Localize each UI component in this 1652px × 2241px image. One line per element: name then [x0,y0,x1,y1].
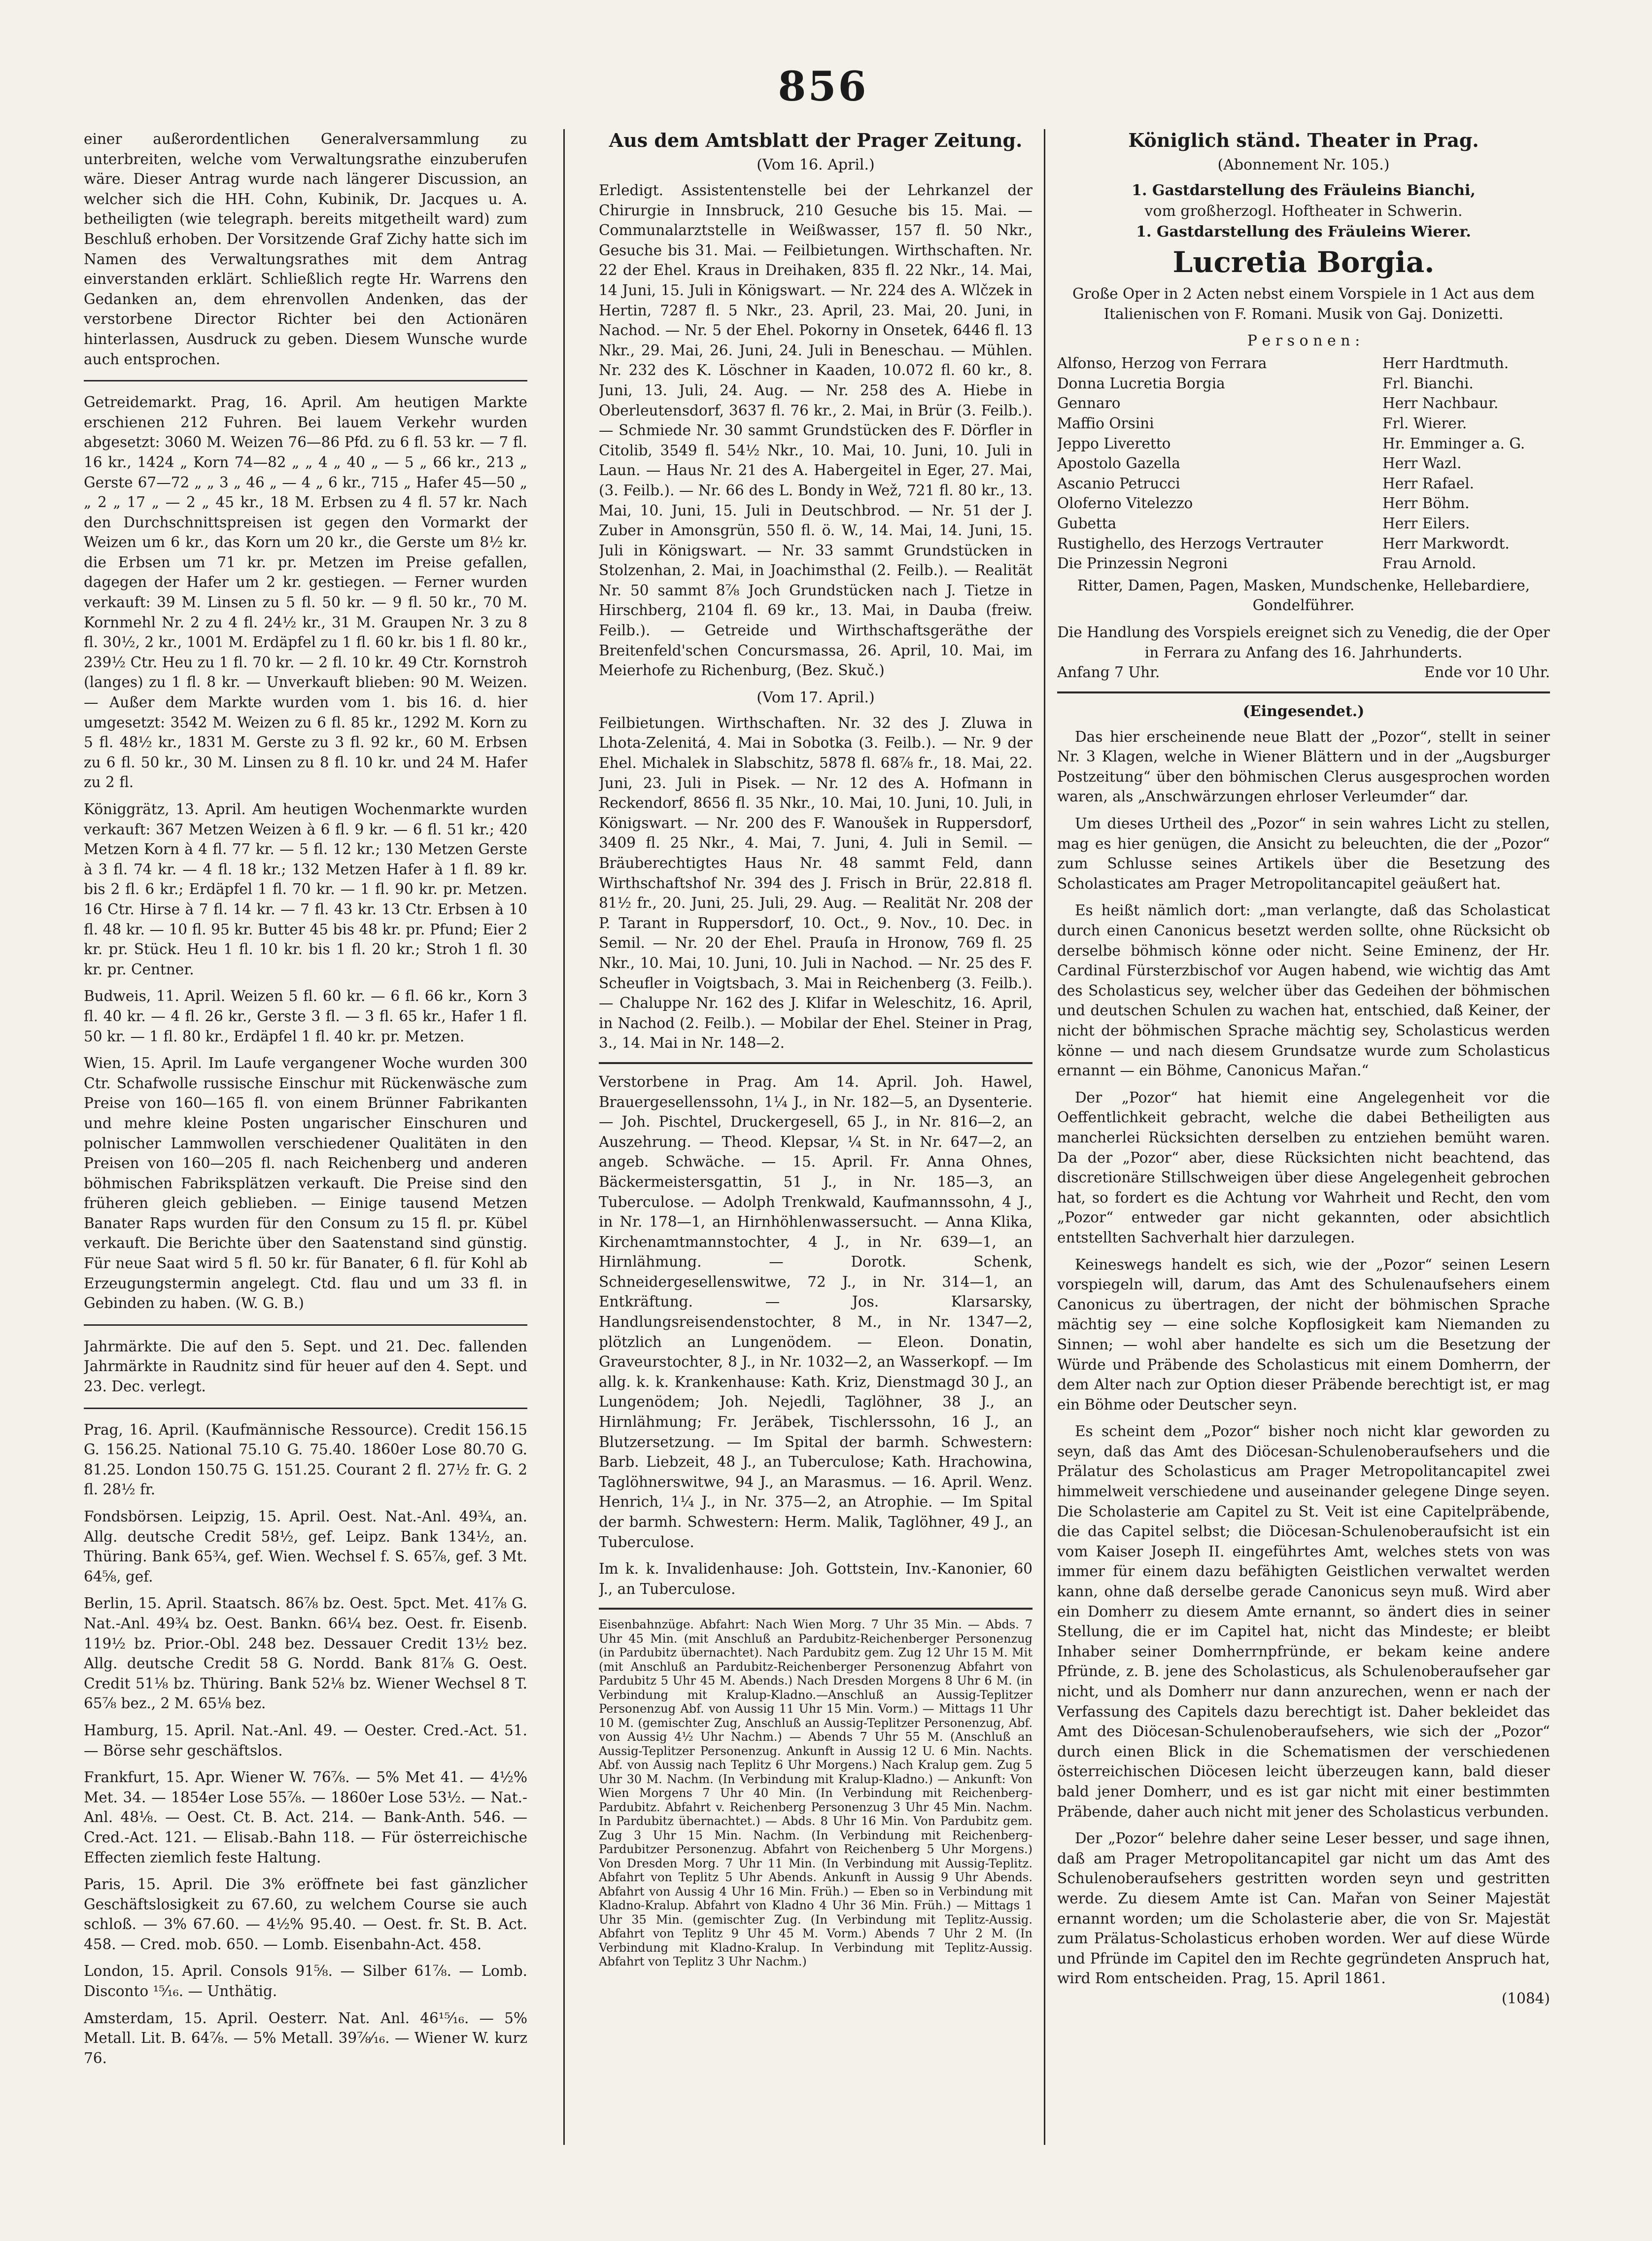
cast-role: Alfonso, Herzog von Ferrara [1057,355,1267,372]
eingesendet-paragraph: Es heißt nämlich dort: „man verlangte, daß das Scholasticat durch einen Canonicus besetzt werden sollte, ohne Rücksicht ob derselbe böhmisch könne oder nicht. Seine Eminenz, der Hr. Cardinal Fürsterzbischof vor Augen habend, wie wichtig das Amt des Scholasticus sey, welcher über das Gedeihen der böhmischen und deutschen Schulen zu wachen hat, entschied, daß Keiner, der nicht der böhmischen Sprache mächtig sey, Scholasticus werden könne — und nach diesem Grundsatze wurde zum Scholasticus ernannt — ein Böhme, Canonicus Mařan.“ [1057,902,1550,1079]
cast-actor: Frl. Wierer. [1382,414,1467,432]
cast-actor: Frau Arnold. [1382,555,1477,572]
cast-role: Gennaro [1057,395,1121,412]
divider [1057,691,1550,693]
paragraph-generalversammlung: einer außerordentlichen Generalversammlung zu unterbreiten, welche vom Verwaltungsrathe einzuberufen wäre. Dieser Antrag wurde nach längerer Discussion, an welcher sich die HH. Cohn, Kubinik, Dr. Jacques u. A. betheiligten (wie telegraph. bereits mitgetheilt ward) zum Beschluß erhoben. Der Vorsitzende Graf Zichy hatte sich im Namen des Verwaltungsrathes mit dem Antrag einverstanden erklärt. Schließlich regte Hr. Warrens den Gedanken an, dem ehrenvollen Andenken, das der verstorbene Director Richter bei den Actionären hinterlassen, Ausdruck zu geben. Diesem Wunsche wurde auch entsprochen. [84,131,527,368]
cast-row [1057,534,1550,554]
eingesendet-paragraph: Der „Pozor“ hat hiemit eine Angelegenheit vor die Oeffentlichkeit gebracht, welche die dabei Betheiligten aus mancherlei Rücksichten derselben zu entziehen bemüht waren. Da der „Pozor“ aber, diese Rücksichten nicht beachtend, das discretionäre Stillschweigen über diese Angelegenheit gebrochen hat, so fordert es die Achtung vor Wahrheit und Recht, den vom „Pozor“ entweder gar nicht gekannten, oder absichtlich entstellten Sachverhalt hier darzulegen. [1057,1089,1550,1246]
column-separator [563,129,565,2145]
paragraph-frankfurt: Frankfurt, 15. Apr. Wiener W. 76⅞. — 5% Met 41. — 4½% Met. 34. — 1854er Lose 55⅞. — 1860er Lose 53½. — Nat.-Anl. 48⅛. — Oest. Ct. B. Act. 214. — Bank-Anth. 546. — Cred.-Act. 121. — Elisab.-Bahn 118. — Für österreichische Effecten ziemlich feste Haltung. [84,1769,527,1866]
paragraph-wien-wolle: Wien, 15. April. Im Laufe vergangener Woche wurden 300 Ctr. Schafwolle russische Einschur mit Rückenwäsche zum Preise von 160—165 fl. von einem Brünner Fabrikanten und mehre kleine Posten ungarischer Einschuren und polnischer Lammwollen verschiedener Qualitäten in den Preisen von 160—205 fl. nach Reichenberg und anderen böhmischen Fabriksplätzen verkauft. Die Preise sind den früheren gleich geblieben. — Einige tausend Metzen Banater Raps wurden für den Consum zu 15 fl. pr. Kübel verkauft. Die Berichte über den Saatenstand sind günstig. Für neue Saat wird 5 fl. 50 kr. für Banater, 6 fl. für Kohl ab Erzeugungstermin angelegt. Ctd. flau und um 33 fl. in Gebinden zu haben. (W. G. B.) [84,1055,527,1312]
cast-row [1057,453,1550,474]
paragraph-verstorbene: Verstorbene in Prag. Am 14. April. Joh. Hawel, Brauergesellenssohn, 1¼ J., in Nr. 182—5, an Dysenterie. — Joh. Pischtel, Druckergesell, 65 J., in Nr. 816—2, an Auszehrung. — Theod. Klepsar, ¼ St. in Nr. 647—2, an angeb. Schwäche. — 15. April. Fr. Anna Ohnes, Bäckermeistersgattin, 51 J., in Nr. 185—3, an Tuberculose. — Adolph Trenkwald, Kaufmannssohn, 4 J., in Nr. 178—1, an Hirnhöhlenwassersucht. — Anna Klika, Kirchenamtmannstochter, 4 J., in Nr. 639—1, an Hirnlähmung. — Dorotk. Schenk, Schneidergesellenswitwe, 72 J., in Nr. 314—1, an Entkräftung. — Jos. Klarsarsky, Handlungsreisendenstochter, 8 M., in Nr. 1347—2, plötzlich an Lungenödem. — Eleon. Donatin, Graveurstochter, 8 J., in Nr. 1032—2, an Wasserkopf. — Im allg. k. k. Krankenhause: Kath. Kriz, Dienstmagd 30 J., an Lungenödem; Joh. Nejedli, Taglöhner, 38 J., an Hirnlähmung; Fr. Jeräbek, Tischlerssohn, 16 J., an Blutzersetzung. — Im Spital der barmh. Schwestern: Barb. Liebzeit, 48 J., an Tuberculose; Kath. Hrachowina, Taglöhnerswitwe, 94 J., an Marasmus. — 16. April. Wenz. Henrich, 1¼ J., in Nr. 375—2, an Atrophie. — Im Spital der barmh. Schwestern: Herm. Malik, Taglöhner, 49 J., an Tuberculose. [599,1073,1032,1551]
cast-row [1057,474,1550,494]
reference-number: (1084) [1501,1990,1550,2007]
column-left [84,129,527,2155]
paragraph-prag-ressource: Prag, 16. April. (Kaufmännische Ressource). Credit 156.15 G. 156.25. National 75.10 G. 75.40. 1860er Lose 80.70 G. 81.25. London 150.75 G. 151.25. Courant 2 fl. 27½ fr. G. 2 fl. 28½ fr. [84,1421,527,1498]
play-description: Große Oper in 2 Acten nebst einem Vorspiele in 1 Act aus dem Italienischen von F. Romani. Musik von Gaj. Donizetti. [1072,285,1535,322]
page-number: 856 [778,63,868,110]
cast-role: Die Prinzessin Negroni [1057,555,1228,572]
theater-title: Königlich ständ. Theater in Prag. [1128,129,1479,151]
anfang: Anfang 7 Uhr. [1057,664,1160,681]
performance-times [1057,662,1550,683]
paragraph-london: London, 15. April. Consols 91⅝. — Silber 61⅞. — Lomb. Disconto ¹⁵⁄₁₆. — Unthätig. [84,1963,527,2000]
amtsblatt-date-16: (Vom 16. April.) [757,156,875,173]
eingesendet-paragraph: Das hier erscheinende neue Blatt der „Pozor“, stellt in seiner Nr. 3 Klagen, welche in Wiener Blättern und in der „Augsburger Postzeitung“ über den böhmischen Clerus ausgesprochen worden waren, als „Anschwärzungen ehrloser Verleumder“ dar. [1057,728,1550,805]
handlung: Die Handlung des Vorspiels ereignet sich zu Venedig, die der Oper in Ferrara zu Anfang des 16. Jahrhunderts. [1057,623,1550,661]
paragraph-eisenbahnzuege: Eisenbahnzüge. Abfahrt: Nach Wien Morg. 7 Uhr 35 Min. — Abds. 7 Uhr 45 Min. (mit Anschluß an Pardubitz-Reichenberger Personenzug (in Pardubitz übernachtet). Nach Pardubitz gem. Zug 12 Uhr 15 M. Mit (mit Anschluß an Pardubitz-Reichenberger Personenzug Abfahrt von Pardubitz 5 Uhr 45 M. Abends.) Nach Dresden Morgens 8 Uhr 6 M. (in Verbindung mit Kralup-Kladno.—Anschluß an Aussig-Teplitzer Personenzug Abf. von Aussig 11 Uhr 15 Min. Vorm.) — Mittags 11 Uhr 10 M. (gemischter Zug, Anschluß an Aussig-Teplitzer Personenzug, Abf. von Aussig 4½ Uhr Nachm.) — Abends 7 Uhr 55 M. (Anschluß an Aussig-Teplitzer Personenzug. Ankunft in Aussig 12 U. 6 Min. Nachts. Abf. von Aussig nach Teplitz 6 Uhr Morgens.) Nach Kralup gem. Zug 5 Uhr 30 M. Nachm. (In Verbindung mit Kralup-Kladno.) — Ankunft: Von Wien Morgens 7 Uhr 40 Min. (In Verbindung mit Reichenberg-Pardubitz. Abfahrt v. Reichenberg Personenzug 3 Uhr 45 Min. Nachm. In Pardubitz übernachtet.) — Abds. 8 Uhr 16 Min. Von Pardubitz gem. Zug 3 Uhr 15 Min. Nachm. (In Verbindung mit Reichenberg-Pardubitzer Personenzug. Abfahrt von Reichenberg 5 Uhr Morgens.) Von Dresden Morg. 7 Uhr 11 Min. (In Verbindung mit Aussig-Teplitz. Abfahrt von Teplitz 5 Uhr Abends. Ankunft in Aussig 9 Uhr Abends. Abfahrt von Aussig 4 Uhr 16 Min. Früh.) — Eben so in Verbindung mit Kladno-Kralup. Abfahrt von Kladno 4 Uhr 36 Min. Früh.) — Mittags 1 Uhr 35 Min. (gemischter Zug. (In Verbindung mit Teplitz-Aussig. Abfahrt von Teplitz 9 Uhr 45 M. Vorm.) Abends 7 Uhr 2 M. (In Verbindung mit Kladno-Kralup. In Verbindung mit Teplitz-Aussig. Abfahrt von Teplitz 3 Uhr Nachm.) [599,1618,1032,1969]
eingesendet-paragraph: Um dieses Urtheil des „Pozor“ in sein wahres Licht zu stellen, mag es hier genügen, die Ansicht zu beleuchten, die der „Pozor“ zum Schlusse seines Artikels über die Besetzung des Scholasticates am Prager Metropolitancapitel geäußert hat. [1057,815,1550,892]
ende: Ende vor 10 Uhr. [1424,664,1550,681]
paragraph-paris: Paris, 15. April. Die 3% eröffnete bei fast gänzlicher Geschäftslosigkeit zu 67.60, zu welchem Course sie auch schloß. — 3% 67.60. — 4½% 95.40. — Oest. fr. St. B. Act. 458. — Cred. mob. 650. — Lomb. Eisenbahn-Act. 458. [84,1876,527,1953]
cast-role: Apostolo Gazella [1057,455,1180,472]
cast-role: Donna Lucretia Borgia [1057,375,1225,392]
divider [84,1324,527,1326]
eingesendet-paragraph: Keineswegs handelt es sich, wie der „Pozor“ seinen Lesern vorspiegeln will, darum, das Amt des Schulenaufsehers einem Canonicus zu übertragen, der nicht der böhmischen Sprache mächtig sey — eine solche Kopflosigkeit kam Niemanden zu Sinnen; — wohl aber handelte es sich um die Besetzung der Würde und Präbende des Scholasticus mit einem Domherrn, der dem Alter nach zur Option dieser Präbende berechtigt ist, er mag ein Böhme oder Deutscher seyn. [1057,1256,1550,1413]
cast-actor: Herr Markwordt. [1382,535,1510,552]
paragraph-amsterdam: Amsterdam, 15. April. Oesterr. Nat. Anl. 46¹⁵⁄₁₆. — 5% Metall. Lit. B. 64⅞. — 5% Metall. 39⅞⁄₁₆. — Wiener W. kurz 76. [84,2009,527,2067]
cast-role: Maffio Orsini [1057,414,1154,432]
column-right [1057,129,1550,2140]
paragraph-leipzig: Fondsbörsen. Leipzig, 15. April. Oest. Nat.-Anl. 49¾, an. Allg. deutsche Credit 58½, gef. Leipz. Bank 134½, an. Thüring. Bank 65¾, gef. Wien. Wechsel f. S. 65⅞, gef. 3 Mt. 64⅝, gef. [84,1508,527,1585]
cast-role: Jeppo Liveretto [1057,435,1171,452]
cast-actor: Herr Eilers. [1382,515,1470,532]
cast-actor: Herr Hardtmuth. [1382,355,1509,372]
divider [84,1408,527,1409]
cast-actor: Hr. Emminger a. G. [1382,435,1525,452]
amtsblatt-title: Aus dem Amtsblatt der Prager Zeitung. [609,129,1023,151]
gastdarstellung-wierer: 1. Gastdarstellung des Fräuleins Wierer. [1136,223,1471,241]
personen-heading: P e r s o n e n : [1247,332,1360,350]
amtsblatt-date-17: (Vom 17. April.) [757,689,875,706]
cast-row [1057,353,1550,374]
column-separator [1044,129,1045,2145]
eingesendet-paragraph: Der „Pozor“ belehre daher seine Leser besser, und sage ihnen, daß am Prager Metropolitancapitel gar nicht um das Amt des Schulenoberaufsehers gestritten worden seyn und gestritten werde. Zu diesem Amte ist Can. Mařan von Seiner Majestät ernannt worden; um die Scholasterie aber, die von Sr. Majestät zum Prälatus-Scholasticus erhoben worden. Wer auf diese Würde und Pfründe im Capitel den im Rechte gegründeten Anspruch hat, wird Rom entscheiden. Prag, 15. April 1861. [1057,1830,1550,1987]
cast-extra: Ritter, Damen, Pagen, Masken, Mundschenke, Hellebardiere, Gondelführer. [1077,577,1530,614]
gastdarstellung-bianchi: 1. Gastdarstellung des Fräuleins Bianchi, [1132,182,1476,199]
paragraph-koeniggraetz: Königgrätz, 13. April. Am heutigen Wochenmarkte wurden verkauft: 367 Metzen Weizen à 6 fl. 9 kr. — 6 fl. 51 kr.; 420 Metzen Korn à 4 fl. 77 kr. — 5 fl. 12 kr.; 130 Metzen Gerste à 3 fl. 74 kr. — 4 fl. 18 kr.; 132 Metzen Hafer à 1 fl. 89 kr. bis 2 fl. 6 kr.; Erdäpfel 1 fl. 70 kr. — 1 fl. 90 kr. pr. Metzen. 16 Ctr. Hirse à 7 fl. 14 kr. — 7 fl. 43 kr. 13 Ctr. Erbsen à 10 fl. 48 kr. — 10 fl. 95 kr. Butter 45 bis 48 kr. pr. Pfund; Eier 2 kr. pr. Stück. Heu 1 fl. 10 kr. bis 1 fl. 20 kr.; Stroh 1 fl. 30 kr. pr. Centner. [84,801,527,978]
cast-list [1057,353,1550,574]
paragraph-invalidenhaus: Im k. k. Invalidenhause: Joh. Gottstein, Inv.-Kanonier, 60 J., an Tuberculose. [599,1560,1032,1597]
cast-actor: Herr Wazl. [1382,455,1462,472]
cast-row [1057,414,1550,434]
cast-row [1057,434,1550,454]
cast-role: Gubetta [1057,515,1117,532]
cast-actor: Frl. Bianchi. [1382,375,1474,392]
eingesendet-paragraph: Es scheint dem „Pozor“ bisher noch nicht klar geworden zu seyn, daß das Amt des Diöcesan-Schulenoberaufsehers und die Prälatur des Scholasticus am Prager Metropolitancapitel zwei himmelweit verschiedene und auseinander gelegene Dinge seyen. Die Scholasterie am Capitel zu St. Veit ist eine Capitelpräbende, die das Capitel selbst; die Diöcesan-Schulenoberaufsicht ist ein vom Kaiser Joseph II. eingeführtes Amt, welches stets von was immer für einem dazu befähigten Geistlichen verwaltet werden kann, ohne daß derselbe gerade Canonicus seyn muß. Wird aber ein Domherr zu diesem Amte ernannt, so ändert dies in seiner Stellung, die er im Capitel hat, nicht das Mindeste; er bleibt Inhaber seiner Domherrnpfründe, er bekam keine andere Pfründe, z. B. jene des Scholasticus, als Schulenoberaufseher gar nicht, und als Domherr nur dann anzurechen, wenn er nach der Verfassung des Capitels dazu berechtigt ist. Daher bekleidet das Amt des Diöcesan-Schulenoberaufsehers, wie sich der „Pozor“ durch einen Blick in die Schematismen der verschiedenen österreichischen Diöcesen leicht überzeugen kann, bald dieser bald jener Domherr, und es ist gar nicht mit einer bestimmten Präbende, daher auch nicht mit jener des Scholasticus verbunden. [1057,1423,1550,1820]
paragraph-erledigt-feilbietungen: Erledigt. Assistentenstelle bei der Lehrkanzel der Chirurgie in Innsbruck, 210 Gesuche bis 15. Mai. — Communalarztstelle in Weißwasser, 157 fl. 50 Nkr., Gesuche bis 31. Mai. — Feilbietungen. Wirthschaften. Nr. 22 der Ehel. Kraus in Dreihaken, 835 fl. 22 Nkr., 14. Mai, 14 Juni, 15. Juli in Königswart. — Nr. 224 des A. Wlčzek in Hertin, 7287 fl. 5 Nkr., 23. April, 23. Mai, 20. Juni, in Nachod. — Nr. 5 der Ehel. Pokorny in Onsetek, 6446 fl. 13 Nkr., 29. Mai, 26. Juni, 24. Juli in Beneschau. — Mühlen. Nr. 232 des K. Löschner in Kaaden, 10.072 fl. 60 kr., 8. Juni, 13. Juli, 24. Aug. — Nr. 258 des A. Hiebe in Oberleutensdorf, 3637 fl. 76 kr., 2. Mai, in Brür (3. Feilb.). — Schmiede Nr. 30 sammt Grundstücken des F. Dörfler in Citolib, 3549 fl. 54½ Nkr., 10. Mai, 10. Juni, 10. Juli in Laun. — Haus Nr. 21 des A. Habergeitel in Eger, 27. Mai, (3. Feilb.). — Nr. 66 des L. Bondy in Wež, 721 fl. 80 kr., 13. Mai, 10. Juni, 15. Juli in Deutschbrod. — Nr. 51 der J. Zuber in Amonsgrün, 550 fl. ö. W., 14. Mai, 14. Juni, 15. Juli in Königswart. — Nr. 33 sammt Grundstücken in Stolzenhan, 2. Mai, in Joachimsthal (2. Feilb.). — Realität Nr. 50 sammt 8⅞ Joch Grundstücken nach J. Tietze in Hirschberg, 2104 fl. 69 kr., 13. Mai, in Dauba (freiw. Feilb.). — Getreide und Wirthschaftsgeräthe der Breitenfeld'schen Concursmassa, 26. April, 10. Mai, im Meierhofe zu Richenburg, (Bez. Skuč.) [599,182,1032,679]
paragraph-budweis: Budweis, 11. April. Weizen 5 fl. 60 kr. — 6 fl. 66 kr., Korn 3 fl. 40 kr. — 4 fl. 26 kr., Gerste 3 fl. — 3 fl. 65 kr., Hafer 1 fl. 50 kr. — 1 fl. 80 kr., Erdäpfel 1 fl. 40 kr. pr. Metzen. [84,988,527,1045]
hoftheater-schwerin: vom großherzogl. Hoftheater in Schwerin. [1144,203,1463,220]
divider [84,380,527,381]
cast-actor: Herr Rafael. [1382,475,1475,492]
cast-row [1057,493,1550,514]
cast-role: Ascanio Petrucci [1057,475,1180,492]
paragraph-hamburg: Hamburg, 15. April. Nat.-Anl. 49. — Oester. Cred.-Act. 51. — Börse sehr geschäftslos. [84,1722,527,1759]
paragraph-getreidemarkt-prag: Getreidemarkt. Prag, 16. April. Am heutigen Markte erschienen 212 Fuhren. Bei lauem Verkehr wurden abgesetzt: 3060 M. Weizen 76—86 Pfd. zu 6 fl. 53 kr. — 7 fl. 16 kr., 1424 „ Korn 74—82 „ „ 4 „ 40 „ — 5 „ 66 kr., 213 „ Gerste 67—72 „ „ 3 „ 46 „ — 4 „ 6 kr., 715 „ Hafer 45—50 „ „ 2 „ 17 „ — 2 „ 45 kr., 18 M. Erbsen zu 4 fl. 57 kr. Nach den Durchschnittspreisen ist gegen den Vormarkt der Weizen um 6 kr., das Korn um 20 kr., die Gerste um 8½ kr. die Erbsen um 71 kr. pr. Metzen im Preise gefallen, dagegen der Hafer um 2 kr. gestiegen. — Ferner wurden verkauft: 39 M. Linsen zu 5 fl. 50 kr. — 9 fl. 50 kr., 70 M. Kornmehl Nr. 2 zu 4 fl. 24½ kr., 31 M. Graupen Nr. 3 zu 8 fl. 30½, 2 kr., 1001 M. Erdäpfel zu 1 fl. 60 kr. bis 1 fl. 80 kr., 239½ Ctr. Heu zu 1 fl. 70 kr. — 2 fl. 10 kr. 49 Ctr. Kornstroh (langes) zu 1 fl. 8 kr. — Unverkauft blieben: 90 M. Weizen. — Außer dem Markte wurden vom 1. bis 16. d. hier umgesetzt: 3542 M. Weizen zu 6 fl. 85 kr., 1292 M. Korn zu 5 fl. 48½ kr., 1831 M. Gerste zu 3 fl. 92 kr., 60 M. Erbsen zu 6 fl. 50 kr., 30 M. Linsen zu 8 fl. 10 kr. und 24 M. Hafer zu 2 fl. [84,394,527,791]
cast-row [1057,514,1550,534]
cast-actor: Herr Nachbaur. [1382,395,1499,412]
cast-row [1057,374,1550,394]
divider [599,1608,1032,1610]
cast-role: Oloferno Vitelezzo [1057,495,1193,512]
abonnement: (Abonnement Nr. 105.) [1217,156,1390,173]
eingesendet-heading: (Eingesendet.) [1242,702,1365,720]
cast-row [1057,393,1550,414]
divider [599,1062,1032,1064]
cast-role: Rustighello, des Herzogs Vertrauter [1057,535,1323,552]
cast-actor: Herr Böhm. [1382,495,1470,512]
column-middle [599,129,1032,2160]
cast-row [1057,553,1550,574]
paragraph-berlin: Berlin, 15. April. Staatsch. 86⅞ bz. Oest. 5pct. Met. 41⅞ G. Nat.-Anl. 49¾ bz. Oest. Bankn. 66¼ bez. Oest. fr. Eisenb. 119½ bz. Prior.-Obl. 248 bez. Dessauer Credit 13½ bez. Allg. deutsche Credit 58 G. Nordd. Bank 81⅞ G. Oest. Credit 51⅛ bz. Thüring. Bank 52⅛ bz. Wiener Wechsel 8 T. 65⅞ bez., 2 M. 65⅛ bez. [84,1595,527,1712]
paragraph-feilbietungen-17: Feilbietungen. Wirthschaften. Nr. 32 des J. Zluwa in Lhota-Zelenitá, 4. Mai in Sobotka (3. Feilb.). — Nr. 9 der Ehel. Michalek in Slabschitz, 5878 fl. 68⅞ fr., 18. Mai, 22. Juni, 23. Juli in Pisek. — Nr. 12 des A. Hofmann in Reckendorf, 8656 fl. 35 Nkr., 10. Mai, 10. Juni, 10. Juli, in Königswart. — Nr. 200 des F. Wanoušek in Ruppersdorf, 3409 fl. 25 Nkr., 4. Mai, 7. Juni, 4. Juli in Semil. — Bräuberechtigtes Haus Nr. 48 sammt Feld, dann Wirthschaftshof Nr. 394 des J. Frisch in Brür, 22.818 fl. 81½ fr., 20. Juni, 25. Juli, 29. Aug. — Realität Nr. 208 der P. Tarant in Ruppersdorf, 10. Oct., 9. Nov., 10. Dec. in Semil. — Nr. 20 der Ehel. Prauſa in Hronow, 769 fl. 25 Nkr., 10. Mai, 10. Juni, 10. Juli in Nachod. — Nr. 25 des F. Scheufler in Voigtsbach, 3. Mai in Reichenberg (3. Feilb.). — Chaluppe Nr. 162 des J. Klifar in Weleschitz, 16. April, in Nachod (2. Feilb.). — Mobilar der Ehel. Steiner in Prag, 3., 14. Mai in Nr. 148—2. [599,714,1032,1052]
paragraph-jahrmaerkte: Jahrmärkte. Die auf den 5. Sept. und 21. Dec. fallenden Jahrmärkte in Raudnitz sind für heuer auf den 4. Sept. und 23. Dec. verlegt. [84,1338,527,1395]
play-title: Lucretia Borgia. [1172,245,1435,279]
